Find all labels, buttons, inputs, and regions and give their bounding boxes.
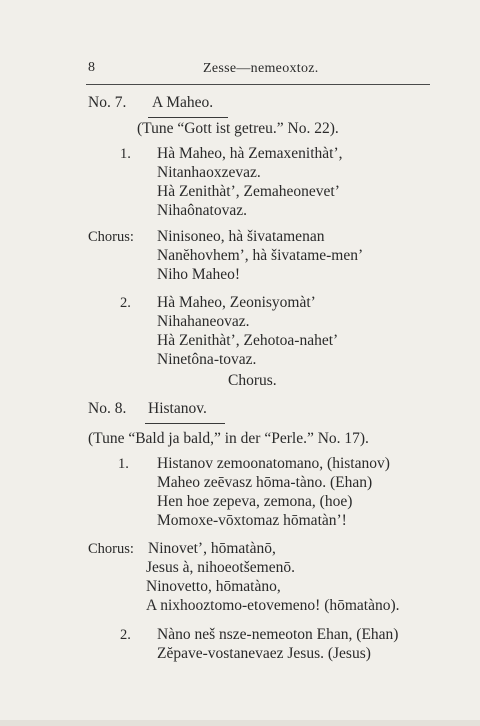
hymn-7-verse-2-line: Nihahaneovaz. <box>157 313 250 330</box>
hymn-8-chorus-label: Chorus: <box>88 541 134 557</box>
hymn-8-number: No. 8. <box>88 400 127 417</box>
hymn-8-tune: (Tune “Bald ja bald,” in der “Perle.” No. 17). <box>88 430 369 447</box>
hymn-8-chorus-line: Jesus à, nihoeotšemenō. <box>146 559 295 576</box>
hymn-7-verse-2-number: 2. <box>120 295 131 311</box>
running-title: Zesse—nemeoxtoz. <box>203 61 319 76</box>
hymn-7-chorus-line: Nanĕhovhem’, hà šivatame-men’ <box>157 247 364 264</box>
hymn-7-verse-1-number: 1. <box>120 146 131 162</box>
hymn-8-title: Histanov. <box>148 400 207 417</box>
hymn-8-chorus-line: Ninovet’, hōmatànō, <box>148 540 276 557</box>
hymn-8-verse-2-number: 2. <box>120 627 131 643</box>
hymn-8-verse-1-line: Momoxe-vōxtomaz hōmatàn’! <box>157 512 347 529</box>
hymn-8-verse-1-line: Maheo zeēvasz hōma-tàno. (Ehan) <box>157 474 373 491</box>
hymn-8-verse-2-line: Nàno neš nsze-nemeoton Ehan, (Ehan) <box>157 626 399 643</box>
hymn-8-verse-1-number: 1. <box>118 456 129 472</box>
hymn-8-chorus-line: A nixhooztomo-etovemeno! (hōmatàno). <box>146 597 400 614</box>
hymn-7-tune: (Tune “Gott ist getreu.” No. 22). <box>137 120 339 137</box>
page-bottom-edge <box>0 720 480 726</box>
hymn-8-title-underline <box>145 423 225 424</box>
hymn-7-chorus-line: Ninisoneo, hà šivatamenan <box>157 228 325 245</box>
hymn-7-verse-2-line: Hà Zenithàt’, Zehotoa-nahet’ <box>157 332 339 349</box>
hymn-7-verse-2-line: Hà Maheo, Zeonisyomàt’ <box>157 294 316 311</box>
hymn-7-chorus-label: Chorus: <box>88 229 134 245</box>
hymn-7-verse-1-line: Hà Maheo, hà Zemaxenithàt’, <box>157 145 343 162</box>
hymn-7-number: No. 7. <box>88 94 127 111</box>
header-rule <box>86 84 430 85</box>
hymn-7-verse-1-line: Hà Zenithàt’, Zemaheonevet’ <box>157 183 340 200</box>
page-number: 8 <box>88 60 95 75</box>
hymn-7-chorus-reference: Chorus. <box>228 372 277 389</box>
hymn-7-verse-1-line: Nihaônatovaz. <box>157 202 247 219</box>
hymn-8-verse-1-line: Histanov zemoonatomano, (histanov) <box>157 455 390 472</box>
hymn-7-title-underline <box>148 117 228 118</box>
hymn-8-verse-2-line: Zĕpave-vostanevaez Jesus. (Jesus) <box>157 645 371 662</box>
hymn-7-title: A Maheo. <box>152 94 214 111</box>
hymn-7-chorus-line: Niho Maheo! <box>157 266 241 283</box>
hymn-8-chorus-line: Ninovetto, hōmatàno, <box>146 578 281 595</box>
hymn-7-verse-1-line: Nitanhaoxzevaz. <box>157 164 261 181</box>
hymn-7-verse-2-line: Ninetôna-tovaz. <box>157 351 257 368</box>
hymn-8-verse-1-line: Hen hoe zepeva, zemona, (hoe) <box>157 493 353 510</box>
